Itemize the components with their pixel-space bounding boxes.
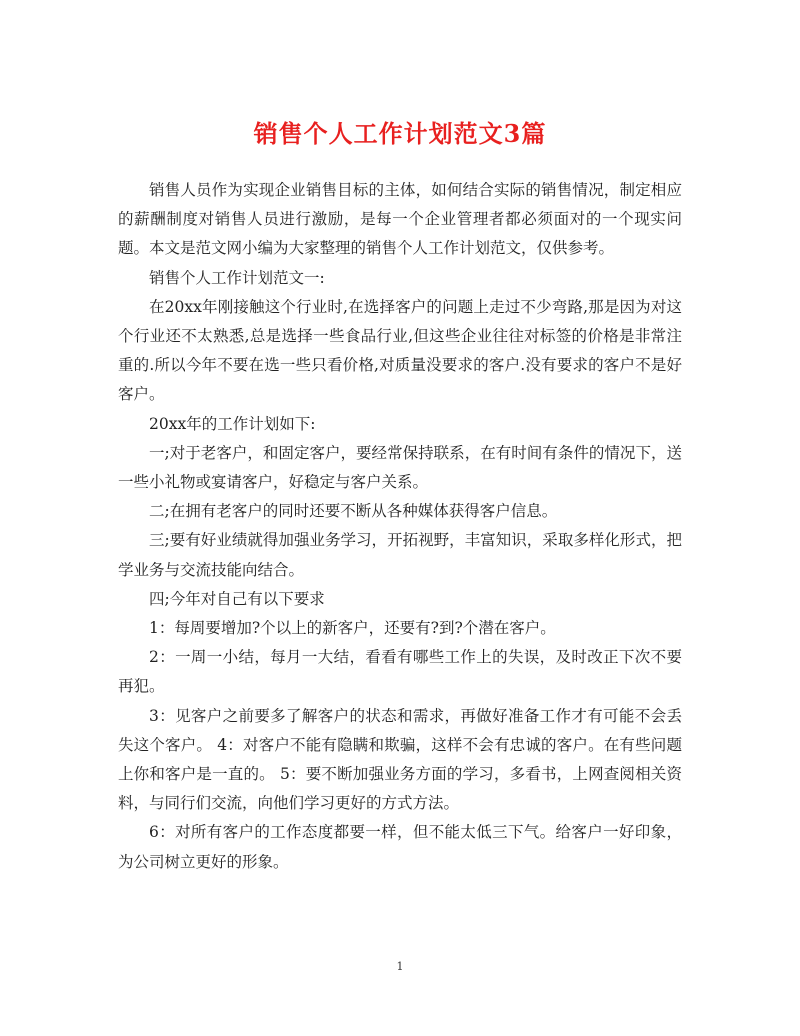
paragraph-requirement-2: 2：一周一小结，每月一大结，看看有哪些工作上的失误，及时改正下次不要再犯。	[118, 648, 682, 696]
page-number: 1	[396, 960, 404, 973]
paragraph-intro: 销售人员作为实现企业销售目标的主体，如何结合实际的销售情况，制定相应的薪酬制度对销售人员进行激励，是每一个企业管理者都必须面对的一个现实问题。本文是范文网小编为大家整理的销售个人工作计划范文，仅供参考。	[118, 181, 682, 258]
paragraph-section-one-heading: 销售个人工作计划范文一:	[149, 268, 325, 287]
paragraph-plan-item-2: 二;在拥有老客户的同时还要不断从各种媒体获得客户信息。	[149, 502, 558, 521]
page-title: 销售个人工作计划范文3篇	[253, 119, 547, 148]
paragraph-plan-heading: 20xx年的工作计划如下:	[149, 414, 316, 433]
paragraph-experience: 在20xx年刚接触这个行业时,在选择客户的问题上走过不少弯路,那是因为对这个行业还不太熟悉,总是选择一些食品行业,但这些企业往往对标签的价格是非常注重的.所以今年不要在选一些只看价格,对质量没要求的客户.没有要求的客户不是好客户。	[118, 297, 682, 404]
paragraph-requirement-1: 1：每周要增加?个以上的新客户，还要有?到?个潜在客户。	[149, 619, 556, 638]
paragraph-plan-item-3: 三;要有好业绩就得加强业务学习，开拓视野，丰富知识，采取多样化形式，把学业务与交流技能向结合。	[118, 531, 682, 579]
document-body	[118, 176, 682, 877]
paragraph-plan-item-4: 四;今年对自己有以下要求	[149, 589, 325, 608]
paragraph-requirement-3-5: 3：见客户之前要多了解客户的状态和需求，再做好准备工作才有可能不会丢失这个客户。 4：对客户不能有隐瞒和欺骗，这样不会有忠诚的客户。在有些问题上你和客户是一直的。 5：要不断加强业务方面的学习，多看书，上网查阅相关资料，与同行们交流，向他们学习更好的方式方法。	[118, 706, 682, 813]
paragraph-requirement-6: 6：对所有客户的工作态度都要一样，但不能太低三下气。给客户一好印象，为公司树立更好的形象。	[118, 823, 682, 871]
paragraph-plan-item-1: 一;对于老客户，和固定客户，要经常保持联系，在有时间有条件的情况下，送一些小礼物或宴请客户，好稳定与客户关系。	[118, 443, 682, 492]
